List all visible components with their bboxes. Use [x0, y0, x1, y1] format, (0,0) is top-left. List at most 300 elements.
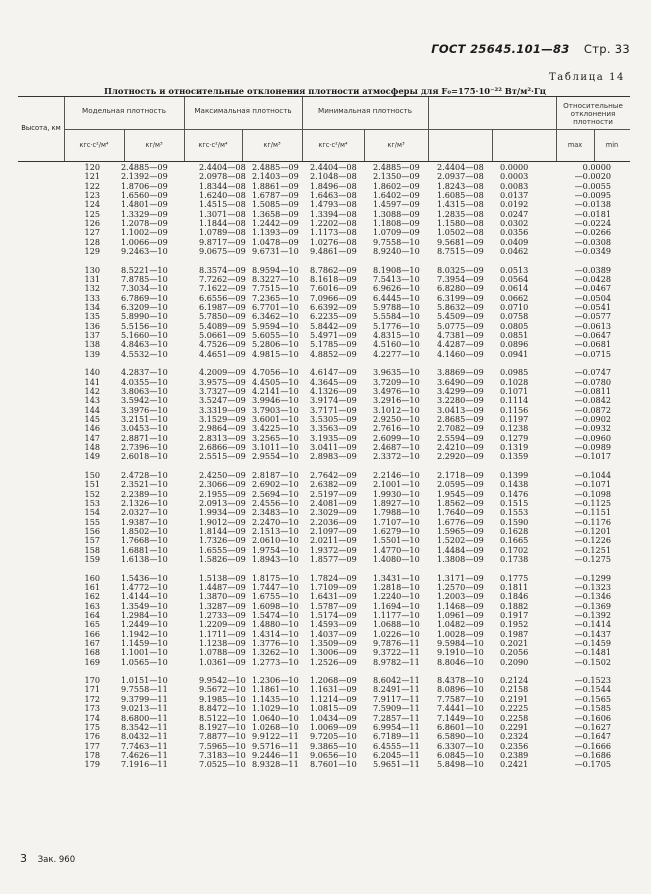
- model-kgm-cell: 1.6240—08: [199, 190, 246, 201]
- model-kgm-cell: 2.8313—09: [199, 432, 246, 443]
- dev-max-cell: 0.1028: [500, 376, 529, 387]
- dev-max-cell: 0.0083: [500, 180, 529, 191]
- model-kgm-cell: 3.1529—09: [199, 413, 246, 424]
- dev-min-cell: —0.1299: [574, 572, 611, 583]
- height-cell: 151: [84, 479, 100, 490]
- max-kgs-cell: 1.2773—10: [252, 656, 299, 667]
- max-kgs-cell: 1.5474—10: [252, 609, 299, 620]
- model-kgs-cell: 6.7869—10: [121, 292, 168, 303]
- min-kgm-cell: 3.4299—09: [437, 385, 484, 396]
- dev-min-cell: 0.0000: [582, 162, 611, 172]
- max-kgs-cell: 1.1393—09: [252, 227, 299, 238]
- model-kgs-cell: 1.2449—10: [121, 619, 168, 630]
- min-kgs-cell: 1.1808—09: [373, 218, 420, 229]
- dev-min-header: min: [605, 141, 619, 149]
- dev-min-cell: —0.0681: [574, 339, 611, 350]
- max-kgm-cell: 1.2526—09: [310, 656, 357, 667]
- max-kgs-cell: 4.7056—10: [252, 367, 299, 378]
- min-kgm-cell: 2.4210—09: [437, 442, 484, 452]
- model-kgm-cell: 1.2209—09: [199, 619, 246, 630]
- min-kgm-unit: кг/м³: [387, 141, 405, 149]
- max-kgs-cell: 8.9594—10: [252, 264, 299, 275]
- table-row: [18, 555, 630, 564]
- model-kgs-cell: 8.3542—11: [121, 721, 168, 732]
- min-kgs-cell: 2.2146—10: [373, 469, 420, 480]
- max-kgm-cell: 1.7824—09: [310, 572, 357, 583]
- height-cell: 154: [84, 507, 100, 518]
- height-cell: 175: [84, 721, 100, 732]
- max-kgm-cell: 3.3563—09: [310, 423, 357, 434]
- model-kgs-cell: 5.8990—10: [121, 311, 168, 322]
- max-kgs-cell: 1.8175—10: [252, 572, 299, 583]
- max-kgm-cell: 1.4593—09: [310, 619, 357, 630]
- max-kgm-cell: 8.7862—09: [310, 264, 357, 275]
- page-label: Стр. 33: [583, 42, 630, 56]
- model-kgm-cell: 2.4404—08: [199, 162, 246, 172]
- min-kgs-cell: 1.6402—09: [373, 190, 420, 201]
- max-kgm-cell: 1.5174—09: [310, 609, 357, 620]
- model-kgm-cell: 4.4651—09: [199, 348, 246, 359]
- model-kgs-cell: 3.8063—10: [121, 385, 168, 396]
- model-kgm-cell: 7.8877—10: [199, 731, 246, 742]
- min-kgs-cell: 3.9635—10: [373, 367, 420, 378]
- height-cell: 142: [84, 385, 100, 396]
- height-cell: 177: [84, 740, 100, 751]
- min-kgs-cell: 8.2491—11: [373, 684, 420, 695]
- dev-min-cell: —0.1705: [574, 759, 611, 770]
- model-kgs-cell: 2.8871—10: [121, 432, 168, 443]
- dev-max-cell: 0.1952: [500, 619, 529, 630]
- model-kgm-cell: 3.5247—09: [199, 395, 246, 406]
- max-kgm-cell: 1.3006—09: [310, 647, 357, 658]
- model-kgs-cell: 1.1001—10: [121, 647, 168, 658]
- height-cell: 131: [84, 273, 100, 284]
- dev-min-cell: —0.1565: [574, 693, 611, 704]
- dev-min-cell: —0.0577: [574, 311, 611, 322]
- max-kgs-cell: 2.6902—10: [252, 479, 299, 490]
- height-cell: 126: [84, 218, 100, 229]
- min-kgm-cell: 6.0845—10: [437, 749, 484, 760]
- max-kgm-cell: 1.3509—09: [310, 637, 357, 648]
- dev-min-cell: —0.1125: [574, 497, 611, 508]
- model-kgm-cell: 6.1987—09: [199, 302, 246, 312]
- dev-min-cell: —0.1323: [574, 581, 611, 592]
- height-cell: 179: [84, 759, 100, 770]
- max-kgm-cell: 3.7171—09: [310, 404, 357, 415]
- table-header: [64, 96, 630, 162]
- table-label: Таблица 14: [549, 72, 625, 83]
- dev-min-cell: —0.1523: [574, 675, 611, 686]
- model-kgs-cell: 2.0327—10: [121, 507, 168, 518]
- model-kgs-cell: 2.4885—09: [121, 162, 168, 172]
- model-kgm-cell: 5.4089—09: [199, 320, 246, 331]
- height-cell: 132: [84, 283, 100, 294]
- height-cell: 150: [84, 469, 100, 480]
- model-kgs-cell: 1.0066—09: [121, 236, 168, 247]
- dev-min-cell: —0.0541: [574, 302, 611, 312]
- order-number: Зак. 960: [37, 855, 76, 865]
- dev-max-cell: 0.1438: [500, 479, 529, 490]
- row-group: [18, 676, 630, 769]
- max-kgm-cell: 2.6382—09: [310, 479, 357, 490]
- dev-min-cell: —0.1392: [574, 609, 611, 620]
- max-kgs-cell: 2.5694—10: [252, 488, 299, 499]
- max-kgs-unit: кгс·с²/м⁴: [198, 141, 228, 149]
- dev-max-cell: 0.1665: [500, 535, 529, 546]
- min-kgm-cell: 8.4378—10: [437, 675, 484, 686]
- dev-min-cell: —0.0960: [574, 432, 611, 443]
- model-kgs-cell: 2.1392—09: [121, 171, 168, 182]
- dev-max-cell: 0.1238: [500, 423, 529, 434]
- min-kgm-cell: 5.8498—10: [437, 759, 484, 770]
- min-kgs-cell: 2.3372—10: [373, 451, 420, 462]
- row-group: [18, 266, 630, 359]
- max-kgm-cell: 9.4861—09: [310, 246, 357, 257]
- min-kgm-cell: 7.1449—10: [437, 712, 484, 723]
- dev-min-cell: —0.0095: [574, 190, 611, 201]
- max-kgm-cell: 3.1935—09: [310, 432, 357, 443]
- dev-max-cell: 0.2158: [500, 684, 529, 695]
- min-kgs-cell: 1.7988—10: [373, 507, 420, 518]
- model-kgs-cell: 7.4626—11: [121, 749, 168, 760]
- min-kgm-cell: 3.6490—09: [437, 376, 484, 387]
- row-group: [18, 471, 630, 564]
- dev-max-header: max: [567, 141, 583, 149]
- dev-min-cell: —0.1346: [574, 591, 611, 602]
- model-kgm-cell: 3.3319—09: [199, 404, 246, 415]
- max-kgs-cell: 1.6787—09: [252, 190, 299, 201]
- dev-max-cell: 0.0513: [500, 264, 529, 275]
- model-kgs-cell: 1.1942—10: [121, 628, 168, 639]
- model-kgs-cell: 1.0565—10: [121, 656, 168, 667]
- max-kgm-cell: 1.3394—08: [310, 208, 357, 219]
- model-kgs-cell: 4.2837—10: [121, 367, 168, 378]
- max-kgs-cell: 2.8187—10: [252, 469, 299, 480]
- min-kgs-cell: 6.9954—11: [373, 721, 420, 732]
- height-cell: 159: [84, 553, 100, 564]
- min-kgm-cell: 7.7587—10: [437, 693, 484, 704]
- dev-max-cell: 0.2225: [500, 703, 529, 714]
- model-kgs-cell: 1.8706—09: [121, 180, 168, 191]
- model-kgm-cell: 8.8472—10: [199, 703, 246, 714]
- height-cell: 130: [84, 264, 100, 275]
- min-kgs-cell: 1.2818—10: [373, 581, 420, 592]
- model-kgs-cell: 2.1326—10: [121, 497, 168, 508]
- height-cell: 152: [84, 488, 100, 499]
- max-kgs-cell: 2.3483—10: [252, 507, 299, 518]
- dev-min-cell: —0.0902: [574, 413, 611, 424]
- max-kgs-cell: 1.3658—09: [252, 208, 299, 219]
- min-kgm-cell: 8.7515—09: [437, 246, 484, 257]
- model-kgm-cell: 9.0675—09: [199, 246, 246, 257]
- dev-min-cell: —0.1017: [574, 451, 611, 462]
- dev-max-cell: 0.1553: [500, 507, 529, 518]
- dev-min-cell: —0.0872: [574, 404, 611, 415]
- model-kgs-cell: 2.4728—10: [121, 469, 168, 480]
- min-kgs-cell: 6.7189—11: [373, 731, 420, 742]
- dev-min-cell: —0.0428: [574, 273, 611, 284]
- max-kgs-cell: 5.9594—10: [252, 320, 299, 331]
- max-kgs-cell: 5.6055—10: [252, 330, 299, 341]
- max-kgs-cell: 1.0268—10: [252, 721, 299, 732]
- max-kgs-cell: 8.3227—10: [252, 273, 299, 284]
- model-kgs-cell: 3.5942—10: [121, 395, 168, 406]
- height-cell: 169: [84, 656, 100, 667]
- min-kgm-cell: 6.8601—10: [437, 721, 484, 732]
- model-kgs-cell: 7.8785—10: [121, 273, 168, 284]
- min-kgm-cell: 4.4287—09: [437, 339, 484, 350]
- dev-min-cell: —0.0989: [574, 442, 611, 452]
- height-cell: 121: [84, 171, 100, 182]
- max-kgm-cell: 1.6463—08: [310, 190, 357, 201]
- model-kgm-cell: 4.7526—09: [199, 339, 246, 350]
- dev-max-cell: 0.2421: [500, 759, 529, 770]
- height-cell: 136: [84, 320, 100, 331]
- model-kgm-cell: 1.8144—09: [199, 525, 246, 536]
- dev-max-cell: 0.0003: [500, 171, 529, 182]
- model-kgs-cell: 1.4144—10: [121, 591, 168, 602]
- height-cell: 147: [84, 432, 100, 443]
- min-kgm-cell: 5.8632—09: [437, 302, 484, 312]
- dev-max-cell: 0.1702: [500, 544, 529, 555]
- model-kgm-cell: 1.4515—08: [199, 199, 246, 210]
- min-kgm-cell: 3.0413—09: [437, 404, 484, 415]
- model-kgm-cell: 9.5672—10: [199, 684, 246, 695]
- max-kgs-cell: 4.9815—10: [252, 348, 299, 359]
- model-kgm-cell: 1.3071—08: [199, 208, 246, 219]
- table-row: [18, 760, 630, 769]
- height-cell: 164: [84, 609, 100, 620]
- max-kgm-cell: 7.6016—09: [310, 283, 357, 294]
- dev-max-cell: 0.1476: [500, 488, 529, 499]
- min-kgm-cell: 1.4484—09: [437, 544, 484, 555]
- dev-max-cell: 0.1319: [500, 442, 529, 452]
- min-kgs-cell: 1.6279—10: [373, 525, 420, 536]
- max-kgs-cell: 1.2306—10: [252, 675, 299, 686]
- height-column-header: [18, 96, 64, 162]
- max-kgs-cell: 2.1513—10: [252, 525, 299, 536]
- min-kgm-cell: 6.3307—10: [437, 740, 484, 751]
- model-density-header: Модельная плотность: [82, 106, 166, 115]
- dev-max-cell: 0.1846: [500, 591, 529, 602]
- max-kgm-cell: 1.5787—09: [310, 600, 357, 611]
- max-kgs-cell: 3.2565—10: [252, 432, 299, 443]
- min-kgs-cell: 5.1776—10: [373, 320, 420, 331]
- model-kgs-cell: 1.7668—10: [121, 535, 168, 546]
- max-kgs-cell: 1.8861—09: [252, 180, 299, 191]
- height-cell: 156: [84, 525, 100, 536]
- max-kgs-cell: 6.3462—10: [252, 311, 299, 322]
- model-kgm-cell: 2.5515—09: [199, 451, 246, 462]
- model-kgm-cell: 1.0788—09: [199, 647, 246, 658]
- min-kgs-cell: 1.0226—10: [373, 628, 420, 639]
- dev-max-cell: 0.0462: [500, 246, 529, 257]
- min-kgs-cell: 1.7107—10: [373, 516, 420, 527]
- dev-max-cell: 0.2389: [500, 749, 529, 760]
- max-kgs-cell: 1.1861—10: [252, 684, 299, 695]
- min-kgs-cell: 3.7209—10: [373, 376, 420, 387]
- dev-max-cell: 0.0941: [500, 348, 529, 359]
- min-kgs-cell: 6.9626—10: [373, 283, 420, 294]
- dev-max-cell: 0.0409: [500, 236, 529, 247]
- dev-max-cell: 0.1114: [500, 395, 529, 406]
- height-cell: 135: [84, 311, 100, 322]
- model-kgs-cell: 9.0213—11: [121, 703, 168, 714]
- dev-max-cell: 0.1071: [500, 385, 529, 396]
- min-kgs-cell: 3.1012—10: [373, 404, 420, 415]
- table-row: [18, 658, 630, 667]
- model-kgm-cell: 2.9864—09: [199, 423, 246, 434]
- max-kgm-cell: 1.8577—09: [310, 553, 357, 564]
- max-kgm-cell: 2.0211—09: [310, 535, 357, 546]
- table-caption: Плотность и относительные отклонения плотности атмосферы для F₀=175·10⁻²² Вт/м²·Гц: [104, 86, 546, 96]
- height-cell: 140: [84, 367, 100, 378]
- min-kgm-cell: 9.5681—09: [437, 236, 484, 247]
- min-kgs-cell: 1.3431—10: [373, 572, 420, 583]
- max-kgs-cell: 2.0610—10: [252, 535, 299, 546]
- model-kgs-cell: 1.8502—10: [121, 525, 168, 536]
- height-cell: 128: [84, 236, 100, 247]
- model-kgs-cell: 5.5156—10: [121, 320, 168, 331]
- min-kgs-cell: 4.2277—10: [373, 348, 420, 359]
- model-kgm-cell: 9.1985—10: [199, 693, 246, 704]
- max-kgm-cell: 3.9174—09: [310, 395, 357, 406]
- model-kgs-cell: 1.3329—09: [121, 208, 168, 219]
- min-kgs-cell: 6.2045—11: [373, 749, 420, 760]
- max-kgs-cell: 5.2806—10: [252, 339, 299, 350]
- max-kgs-cell: 9.6731—10: [252, 246, 299, 257]
- dev-max-cell: 0.1590: [500, 516, 529, 527]
- dev-max-cell: 0.1882: [500, 600, 529, 611]
- dev-min-cell: —0.1606: [574, 712, 611, 723]
- min-kgm-cell: 1.6776—09: [437, 516, 484, 527]
- min-kgs-cell: 5.9651—11: [373, 759, 420, 770]
- max-kgm-cell: 9.7205—10: [310, 731, 357, 742]
- max-kgm-cell: 5.8442—09: [310, 320, 357, 331]
- model-kgs-cell: 9.2463—10: [121, 246, 168, 257]
- model-kgs-cell: 2.2389—10: [121, 488, 168, 499]
- max-kgs-cell: 1.9754—10: [252, 544, 299, 555]
- model-kgm-cell: 1.5826—09: [199, 553, 246, 564]
- height-cell: 178: [84, 749, 100, 760]
- height-cell: 165: [84, 619, 100, 630]
- dev-min-cell: —0.1176: [574, 516, 611, 527]
- max-kgs-cell: 8.9328—11: [252, 759, 299, 770]
- dev-max-cell: 0.2258: [500, 712, 529, 723]
- min-kgs-unit: кгс·с²/м⁴: [318, 141, 348, 149]
- model-kgm-cell: 1.9012—09: [199, 516, 246, 527]
- min-kgm-cell: 8.0896—10: [437, 684, 484, 695]
- min-kgs-cell: 6.4555—11: [373, 740, 420, 751]
- min-kgm-cell: 2.0937—08: [437, 171, 484, 182]
- min-kgm-cell: 1.5965—09: [437, 525, 484, 536]
- min-kgm-cell: 1.0502—08: [437, 227, 484, 238]
- height-cell: 166: [84, 628, 100, 639]
- min-kgs-cell: 2.9250—10: [373, 413, 420, 424]
- height-cell: 127: [84, 227, 100, 238]
- max-kgm-cell: 8.1618—09: [310, 273, 357, 284]
- dev-min-cell: —0.0224: [574, 218, 611, 229]
- min-kgs-cell: 1.0688—10: [373, 619, 420, 630]
- height-cell: 133: [84, 292, 100, 303]
- model-kgm-cell: 5.0661—09: [199, 330, 246, 341]
- model-kgs-cell: 1.1459—10: [121, 637, 168, 648]
- max-kgs-cell: 7.2365—10: [252, 292, 299, 303]
- model-kgs-cell: 1.9387—10: [121, 516, 168, 527]
- min-kgs-cell: 2.1001—10: [373, 479, 420, 490]
- min-kgm-cell: 2.7082—09: [437, 423, 484, 434]
- height-cell: 155: [84, 516, 100, 527]
- min-kgs-cell: 1.3088—09: [373, 208, 420, 219]
- min-kgm-cell: 7.3954—09: [437, 273, 484, 284]
- deviation-header: Относительные отклонения плотности: [563, 101, 623, 126]
- model-kgm-cell: 8.5122—10: [199, 712, 246, 723]
- max-kgs-cell: 1.8943—10: [252, 553, 299, 564]
- min-kgm-cell: 1.2570—09: [437, 581, 484, 592]
- dev-min-cell: —0.1151: [574, 507, 611, 518]
- min-kgm-cell: 2.1718—09: [437, 469, 484, 480]
- max-kgs-cell: 2.2470—10: [252, 516, 299, 527]
- min-kgs-cell: 2.1350—09: [373, 171, 420, 182]
- min-kgm-cell: 1.7640—09: [437, 507, 484, 518]
- model-kgs-cell: 2.3521—10: [121, 479, 168, 490]
- height-cell: 161: [84, 581, 100, 592]
- max-kgs-cell: 9.9122—11: [252, 731, 299, 742]
- max-kgm-cell: 9.3865—10: [310, 740, 357, 751]
- dev-min-cell: —0.1098: [574, 488, 611, 499]
- max-kgs-cell: 2.9554—10: [252, 451, 299, 462]
- model-kgm-unit: кг/м³: [145, 141, 163, 149]
- row-group: [18, 163, 630, 256]
- min-kgs-cell: 1.1694—10: [373, 600, 420, 611]
- model-kgm-cell: 7.7262—09: [199, 273, 246, 284]
- dev-min-cell: —0.0504: [574, 292, 611, 303]
- max-kgm-cell: 5.1785—09: [310, 339, 357, 350]
- model-kgs-cell: 8.5221—10: [121, 264, 168, 275]
- max-kgs-cell: 1.6098—10: [252, 600, 299, 611]
- height-cell: 160: [84, 572, 100, 583]
- dev-min-cell: —0.0715: [574, 348, 611, 359]
- max-kgm-cell: 1.1173—08: [310, 227, 357, 238]
- dev-min-cell: —0.1275: [574, 553, 611, 564]
- dev-max-cell: 0.2356: [500, 740, 529, 751]
- height-cell: 162: [84, 591, 100, 602]
- model-kgs-cell: 1.6138—10: [121, 553, 168, 564]
- height-cell: 134: [84, 302, 100, 312]
- max-kgs-cell: 1.7447—10: [252, 581, 299, 592]
- dev-max-cell: 0.1987: [500, 628, 529, 639]
- dev-max-cell: 0.2021: [500, 637, 529, 648]
- table-row: [18, 350, 630, 359]
- min-kgm-cell: 5.0775—09: [437, 320, 484, 331]
- header-hrule: [64, 129, 630, 130]
- min-kgm-cell: 3.2280—09: [437, 395, 484, 406]
- height-cell: 149: [84, 451, 100, 462]
- min-kgm-cell: 1.0961—09: [437, 609, 484, 620]
- min-kgs-cell: 9.7876—11: [373, 637, 420, 648]
- model-kgm-cell: 1.4487—09: [199, 581, 246, 592]
- min-kgm-cell: 1.6085—08: [437, 190, 484, 201]
- min-kgs-cell: 8.9240—10: [373, 246, 420, 257]
- min-kgs-cell: 9.3722—11: [373, 647, 420, 658]
- dev-max-cell: 0.0000: [500, 162, 529, 172]
- min-kgs-cell: 2.4687—10: [373, 442, 420, 452]
- model-kgm-cell: 1.1711—09: [199, 628, 246, 639]
- dev-min-cell: —0.0349: [574, 246, 611, 257]
- model-kgs-cell: 1.6560—09: [121, 190, 168, 201]
- dev-min-cell: —0.0181: [574, 208, 611, 219]
- dev-min-cell: —0.0308: [574, 236, 611, 247]
